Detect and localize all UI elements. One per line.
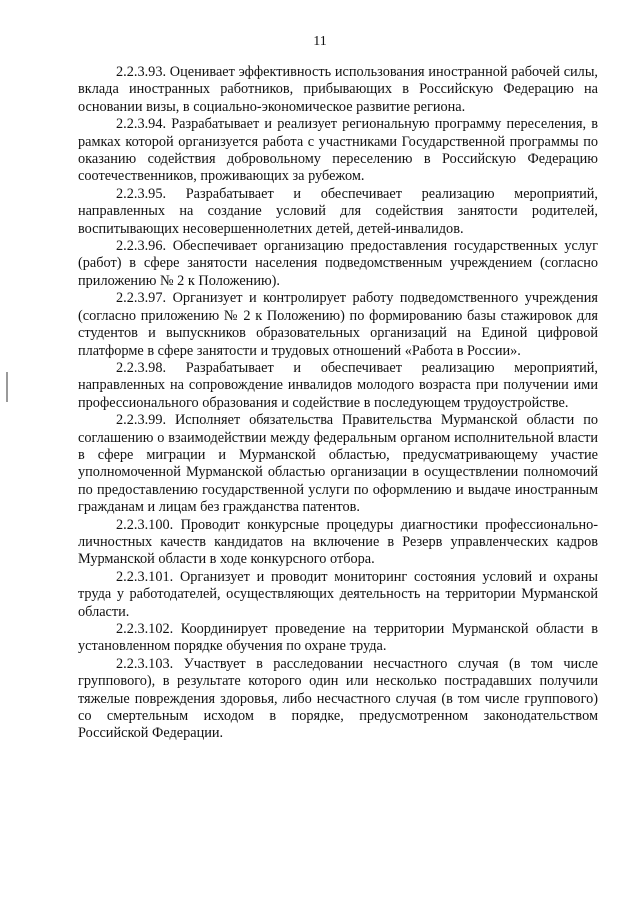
paragraph-code: 2.2.3.94.	[116, 116, 167, 133]
paragraph-text: Разрабатывает и реализует региональную программу переселения, в рамках которой организуется работа с участниками Государственной программы по оказанию содействия добровольному переселению в Российскую Федерацию соотечественников, проживающих за рубежом.	[78, 116, 598, 185]
paragraph-text: Организует и контролирует работу подведомственного учреждения (согласно приложению № 2 к Положению) по формированию базы стажировок для студентов и выпускников образовательных организаций на Единой цифровой платформе в сфере занятости и трудовых отношений «Работа в России».	[78, 290, 598, 359]
paragraph-2-2-3-96	[78, 238, 598, 290]
margin-scan-mark	[6, 372, 8, 402]
paragraph-code: 2.2.3.102.	[116, 621, 174, 637]
paragraph-text: Оценивает эффективность использования иностранной рабочей силы, вклада иностранных работников, прибывающих в Российскую Федерацию на основании визы, в социально-экономическое развитие региона.	[78, 64, 598, 115]
paragraph-2-2-3-99	[78, 412, 598, 516]
document-body	[78, 64, 598, 743]
paragraph-code: 2.2.3.93.	[116, 64, 167, 80]
paragraph-code: 2.2.3.96.	[116, 238, 167, 255]
paragraph-code: 2.2.3.95.	[116, 185, 167, 202]
paragraph-text: Разрабатывает и обеспечивает реализацию мероприятий, направленных на создание условий для содействия занятости родителей, воспитывающих несовершеннолетних детей, детей-инвалидов.	[78, 185, 599, 237]
paragraph-2-2-3-95	[78, 186, 598, 238]
paragraph-2-2-3-97	[78, 290, 598, 360]
paragraph-2-2-3-94	[78, 116, 598, 186]
paragraph-2-2-3-101	[78, 569, 598, 621]
paragraph-code: 2.2.3.100.	[116, 516, 174, 533]
paragraph-code: 2.2.3.99.	[116, 412, 167, 429]
paragraph-2-2-3-103	[78, 656, 598, 743]
paragraph-text: Обеспечивает организацию предоставления государственных услуг (работ) в сфере занятости населения подведомственным учреждением (согласно приложению № 2 к Положению).	[78, 238, 599, 289]
paragraph-text: Организует и проводит мониторинг состояния условий и охраны труда у работодателей, осуществляющих деятельность на территории Мурманской области.	[78, 568, 598, 620]
paragraph-code: 2.2.3.97.	[116, 290, 167, 307]
paragraph-text: Проводит конкурсные процедуры диагностики профессионально-личностных качеств кандидатов на включение в Резерв управленческих кадров Мурманской области в ходе конкурсного отбора.	[78, 516, 599, 568]
paragraph-2-2-3-100	[78, 517, 598, 569]
paragraph-code: 2.2.3.98.	[116, 359, 167, 376]
paragraph-2-2-3-98	[78, 360, 598, 412]
paragraph-text: Разрабатывает и обеспечивает реализацию мероприятий, направленных на сопровождение инвалидов молодого возраста при получении ими профессионального образования и содействие в последующем трудоустройстве.	[78, 359, 599, 411]
paragraph-code: 2.2.3.101.	[116, 568, 174, 585]
paragraph-2-2-3-102	[78, 621, 598, 656]
paragraph-text: Координирует проведение на территории Мурманской области в установленном порядке обучения по охране труда.	[78, 621, 598, 655]
paragraph-text: Участвует в расследовании несчастного случая (в том числе группового), в результате которого один или несколько пострадавших получили тяжелые повреждения здоровья, либо несчастного случая (в том числе группового) со смертельным исходом в порядке, предусмотренном законодательством Российской Федерации.	[78, 655, 598, 742]
paragraph-code: 2.2.3.103.	[116, 655, 174, 672]
paragraph-text: Исполняет обязательства Правительства Мурманской области по соглашению о взаимодействии между федеральным органом исполнительной власти в сфере миграции и Мурманской областью, предусматривающему участие уполномоченной Мурманской областью организации в осуществлении полномочий по предоставлению государственной услуги по оформлению и выдаче иностранным гражданам и лицам без гражданства патентов.	[78, 412, 598, 516]
page-number: 11	[313, 34, 327, 49]
paragraph-2-2-3-93	[78, 64, 598, 116]
